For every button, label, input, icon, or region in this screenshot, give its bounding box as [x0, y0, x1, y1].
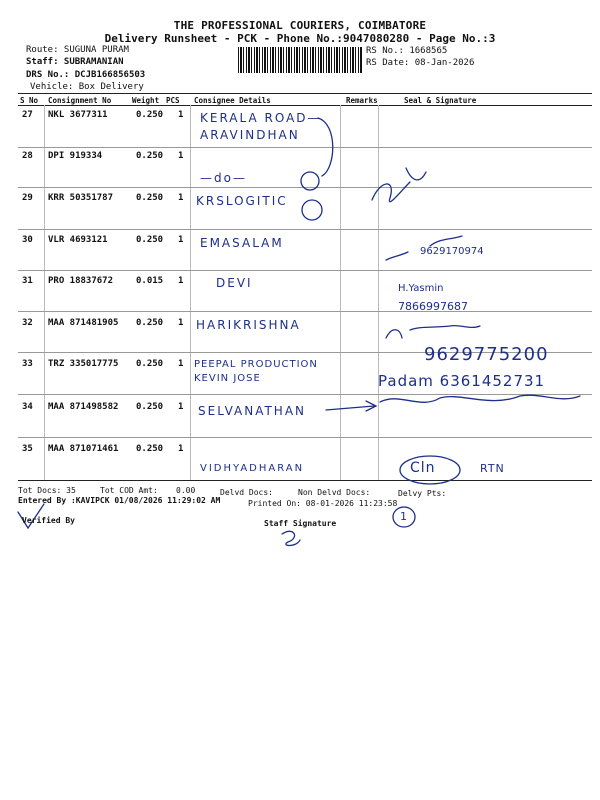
consignee-handwritten: KERALA ROAD— ARAVINDHAN: [200, 111, 322, 142]
row-rule: [18, 187, 592, 188]
total-cod-value: 0.00: [176, 486, 196, 495]
row-rule: [18, 437, 592, 438]
col-divider: [378, 105, 379, 480]
col-divider: [44, 105, 45, 480]
handwritten-phone: 9629775200: [424, 344, 549, 365]
consignee-handwritten: SELVANATHAN: [198, 404, 307, 418]
handwritten-phone: 9629170974: [420, 246, 484, 257]
printed-on: Printed On: 08-01-2026 11:23:58: [248, 499, 398, 508]
row-rule: [18, 394, 592, 395]
handwritten-cln: Cln: [410, 460, 436, 476]
consignee-handwritten: HARIKRISHNA: [196, 318, 301, 332]
row-rule: [18, 311, 592, 312]
total-docs: Tot Docs: 35: [18, 486, 76, 495]
runsheet-page: THE PROFESSIONAL COURIERS, COIMBATORE Delivery Runsheet - PCK - Phone No.:9047080280 - Page No.:3 Route: SUGUNA PURAM Staff: SUBRAMANIAN DRS No.: DCJB166856503 Vehicle: Box Delivery RS No.: 1668565 RS Date: 08-Jan-2026 S No Consignment No Weight PCS Consignee Details Remarks Seal & Signature 27 NKL 3677311 0.250 1 KERALA ROAD— ARAVINDHAN 28 DPI 919334 0.250 1 —do— 29 KRR 50351787 0.250 1 KRSLOGITIC 30 VLR 4693121 0.250 1 EMASALAM 31 PRO 18837672 0.015 1 DEVI 32 MAA 871481905 0.250 1 HARIKRISHNA 33 TRZ 335017775 0.250 1 PEEPAL PRODUCTION KEVIN JOSE 34 MAA 871498582 0.250 1 SELVANATHAN 35 MAA 871071461 0.250 1 VIDHYADHARAN 9629170974 H.Yasmin 7866997687 9629775200 Padam 6361452731 Cln RTN 1 Tot Docs: 35 Tot COD Amt: 0.00 Delvd Docs: Non Delvd Docs: Delvy Pts: Entered By :KAVIPCK 01/08/2026 11:29:02 AM Printed On: 08-01-2026 11:23:58 Verified By Staff Signature: [0, 0, 600, 800]
consignee-handwritten: VIDHYADHARAN: [200, 463, 305, 474]
col-sno: S No: [20, 96, 39, 105]
non-delivered-docs: Non Delvd Docs:: [298, 488, 371, 497]
row-rule: [18, 229, 592, 230]
table-top-rule: [18, 93, 592, 94]
rs-date: RS Date: 08-Jan-2026: [366, 58, 475, 68]
delivery-points: Delvy Pts:: [398, 489, 447, 498]
col-divider: [190, 105, 191, 480]
header-rule: [18, 105, 592, 106]
consignee-handwritten: —do—: [200, 171, 247, 185]
staff-label: Staff: SUBRAMANIAN: [26, 57, 124, 67]
consignee-handwritten: PEEPAL PRODUCTION KEVIN JOSE: [194, 359, 318, 384]
delivered-docs: Delvd Docs:: [220, 488, 273, 497]
row-rule: [18, 270, 592, 271]
col-pcs: PCS: [166, 96, 180, 105]
drs-number: DRS No.: DCJB166856503: [26, 70, 146, 80]
col-remarks: Remarks: [346, 96, 378, 105]
route-label: Route: SUGUNA PURAM: [26, 45, 129, 55]
handwritten-phone: 7866997687: [398, 300, 468, 313]
col-seal: Seal & Signature: [404, 96, 477, 105]
staff-signature-label: Staff Signature: [264, 519, 337, 528]
verified-by: Verified By: [22, 516, 75, 525]
row-rule: [18, 147, 592, 148]
runsheet-subtitle: Delivery Runsheet - PCK - Phone No.:9047080280 - Page No.:3: [104, 32, 496, 45]
entered-by: Entered By :KAVIPCK 01/08/2026 11:29:02 AM: [18, 496, 221, 505]
col-weight: Weight: [132, 96, 160, 105]
col-divider: [340, 105, 341, 480]
consignee-handwritten: KRSLOGITIC: [196, 194, 288, 208]
table-bottom-rule: [18, 480, 592, 481]
handwritten-name: H.Yasmin: [398, 283, 444, 294]
handwritten-pts: 1: [400, 510, 407, 523]
col-consignment: Consignment No: [48, 96, 112, 105]
handwritten-rtn: RTN: [480, 462, 505, 475]
rs-number: RS No.: 1668565: [366, 46, 448, 56]
barcode: [238, 47, 362, 73]
col-consignee: Consignee Details: [194, 96, 271, 105]
vehicle-label: Vehicle: Box Delivery: [30, 82, 144, 92]
handwritten-phone: Padam 6361452731: [378, 372, 546, 390]
company-title: THE PROFESSIONAL COURIERS, COIMBATORE: [173, 19, 427, 32]
total-cod-label: Tot COD Amt:: [100, 486, 158, 495]
consignee-handwritten: EMASALAM: [200, 236, 284, 250]
consignee-handwritten: DEVI: [216, 276, 253, 290]
